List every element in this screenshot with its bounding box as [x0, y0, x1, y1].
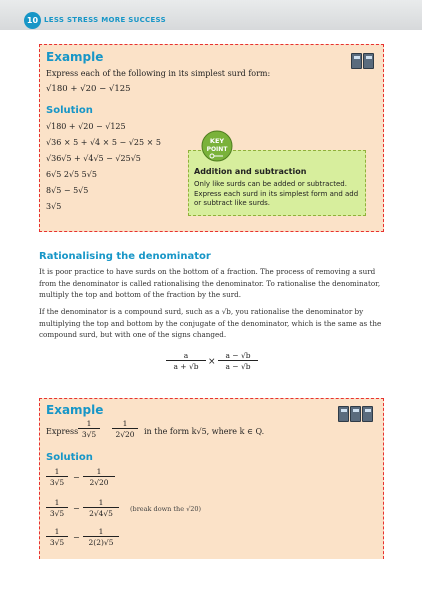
fraction-denominator: 2√20: [83, 476, 115, 487]
formula-fraction: [218, 351, 258, 371]
solution-step: 6√5 2√5 5√5: [46, 170, 97, 179]
fraction-numerator: 1: [86, 419, 92, 428]
fraction-denominator: 3√5: [46, 507, 68, 518]
fraction-denominator: 2√20: [112, 428, 138, 439]
example-heading: Example: [46, 403, 104, 417]
solution-step: √36√5 + √4√5 − √25√5: [46, 154, 141, 163]
example-box-2: [39, 398, 384, 559]
fraction-numerator: 1: [54, 527, 60, 536]
fraction-denominator: 3√5: [46, 476, 68, 487]
minus-sign: −: [73, 533, 80, 542]
example-problem: √180 + √20 − √125: [46, 84, 131, 94]
solution-step: 8√5 − 5√5: [46, 186, 89, 195]
badge-text: POINT: [206, 146, 228, 153]
formula-fraction: [166, 351, 206, 371]
fraction-numerator: 1: [96, 467, 102, 476]
solution-step: √180 + √20 − √125: [46, 122, 126, 131]
header-bar: [0, 0, 422, 30]
solution-heading: Solution: [46, 452, 93, 463]
prompt-text: in the form k√5, where k ∈ Q.: [144, 427, 265, 436]
solution-fraction: [46, 527, 68, 547]
solution-fraction: [83, 498, 119, 518]
example-heading: Example: [46, 50, 104, 64]
solution-note: (break down the √20): [130, 505, 202, 513]
paragraph: If the denominator is a compound surd, such as a √b, you rationalise the denominator by multiplying the top and bottom by the conjugate of the denominator, which is the same as the compound surd, but with one of the signs changed.: [39, 307, 382, 339]
calculator-icon: [363, 53, 374, 69]
calculator-icon: [362, 406, 373, 422]
solution-step: 3√5: [46, 202, 62, 211]
minus-sign: −: [73, 473, 80, 482]
calculator-icon: [350, 406, 361, 422]
calculator-icon: [338, 406, 349, 422]
fraction-numerator: 1: [122, 419, 128, 428]
page-number: 10: [24, 12, 41, 29]
times-sign: ×: [208, 357, 216, 367]
key-point-title: Addition and subtraction: [194, 167, 307, 176]
key-point-body: Only like surds can be added or subtracted. Express each surd in its simplest form and add or subtract like surds.: [194, 180, 359, 207]
solution-step: √36 × 5 + √4 × 5 − √25 × 5: [46, 138, 161, 147]
badge-text: KEY: [209, 137, 225, 145]
fraction-denominator: a − √b: [218, 360, 258, 371]
fraction-denominator: 2(2)√5: [83, 536, 119, 547]
fraction-denominator: 2√4√5: [83, 507, 119, 518]
fraction-numerator: 1: [54, 467, 60, 476]
calculator-icon: [351, 53, 362, 69]
fraction-numerator: a: [183, 351, 189, 360]
example-instruction: Express each of the following in its simplest surd form:: [46, 69, 271, 78]
running-head: LESS STRESS MORE SUCCESS: [44, 16, 166, 24]
fraction-denominator: 3√5: [78, 428, 100, 439]
solution-fraction: [46, 467, 68, 487]
key-point-badge-icon: [201, 130, 233, 162]
fraction-denominator: a + √b: [166, 360, 206, 371]
minus-sign: −: [73, 504, 80, 513]
fraction-numerator: a − √b: [225, 351, 251, 360]
solution-fraction: [46, 498, 68, 518]
prompt-text: Express: [46, 427, 79, 436]
fraction-numerator: 1: [54, 498, 60, 507]
fraction-denominator: 3√5: [46, 536, 68, 547]
section-title: Rationalising the denominator: [39, 251, 211, 262]
solution-heading: Solution: [46, 105, 93, 116]
prompt-fraction: [112, 419, 138, 439]
solution-fraction: [83, 467, 115, 487]
solution-fraction: [83, 527, 119, 547]
prompt-fraction: [78, 419, 100, 439]
fraction-numerator: 1: [98, 498, 104, 507]
paragraph: It is poor practice to have surds on the bottom of a fraction. The process of removing a surd from the denominator is called rationalising the denominator. To rationalise the denominator, multiply the top and bottom of the fraction by the surd.: [39, 267, 381, 299]
fraction-numerator: 1: [98, 527, 104, 536]
